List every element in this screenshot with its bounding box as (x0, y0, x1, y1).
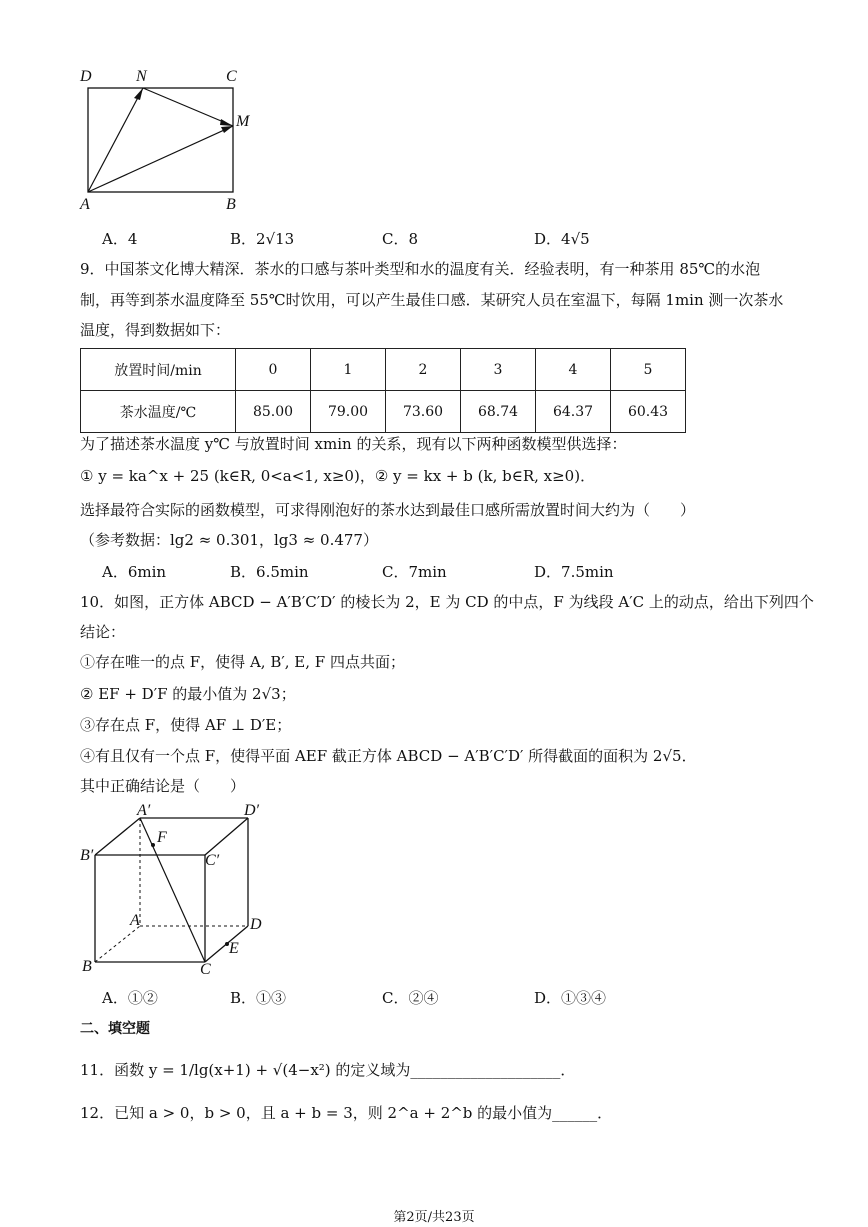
q9-line-2: 制，再等到茶水温度降至 55℃时饮用，可以产生最佳口感．某研究人员在室温下，每隔 1min 测一次茶水 (80, 291, 784, 309)
q8-option-c: C．8 (382, 230, 419, 248)
cube-label-b-prime: B′ (80, 847, 94, 864)
q9-line-1: 9．中国茶文化博大精深．茶水的口感与茶叶类型和水的温度有关．经验表明，有一种茶用 85℃的水泡 (80, 260, 761, 278)
table-cell: 0 (236, 349, 311, 391)
section-heading: 二、填空题 (80, 1021, 150, 1037)
table-cell: 64.37 (536, 391, 611, 433)
cube-label-d: D (250, 916, 262, 933)
figure-label-c: C (226, 68, 237, 85)
rectangle-vector-figure (70, 60, 270, 220)
q10-line-4: ② EF + D′F 的最小值为 2√3； (80, 685, 296, 703)
cube-label-e: E (229, 940, 239, 957)
table-cell: 60.43 (611, 391, 686, 433)
q12-line: 12．已知 a > 0，b > 0，且 a + b = 3，则 2^a + 2^b 的最小值为______． (80, 1104, 613, 1122)
table-cell: 4 (536, 349, 611, 391)
table-cell: 3 (461, 349, 536, 391)
q10-line-6: ④有且仅有一个点 F，使得平面 AEF 截正方体 ABCD − A′B′C′D′ 所得截面的面积为 2√5． (80, 747, 697, 765)
cube-label-d-prime: D′ (244, 802, 260, 819)
q9-option-d: D．7.5min (534, 563, 614, 581)
cube-label-f: F (157, 829, 167, 846)
q9-line-3: 温度，得到数据如下： (80, 321, 231, 339)
q10-line-7: 其中正确结论是（ ） (80, 777, 246, 795)
table-row (81, 391, 686, 433)
cube-label-c-prime: C′ (205, 852, 220, 869)
q10-option-d: D．①③④ (534, 989, 607, 1007)
table-row-label: 放置时间/min (81, 349, 236, 391)
q10-option-c: C．②④ (382, 989, 439, 1007)
q9-after-1: 为了描述茶水温度 y℃ 与放置时间 xmin 的关系，现有以下两种函数模型供选择： (80, 435, 627, 453)
table-cell: 1 (311, 349, 386, 391)
q10-option-b: B．①③ (230, 989, 287, 1007)
q8-option-b: B．2√13 (230, 230, 295, 248)
q10-option-a: A．①② (102, 989, 158, 1007)
table-cell: 79.00 (311, 391, 386, 433)
page-footer: 第2页/共23页 (393, 1210, 475, 1225)
q9-option-c: C．7min (382, 563, 447, 581)
table-row (81, 349, 686, 391)
q9-option-a: A．6min (102, 563, 167, 581)
table-cell: 73.60 (386, 391, 461, 433)
cube-label-a-prime: A′ (137, 802, 151, 819)
q8-option-d: D．4√5 (534, 230, 590, 248)
cube-label-b: B (82, 958, 92, 975)
figure-label-m: M (236, 113, 250, 130)
cube-label-c: C (200, 961, 211, 978)
table-row-label: 茶水温度/℃ (81, 391, 236, 433)
figure-label-b: B (226, 196, 236, 213)
q9-after-2: ① y = ka^x + 25 (k∈R, 0<a<1, x≥0)，② y = kx + b (k, b∈R, x≥0)． (80, 467, 596, 485)
q9-data-table (80, 348, 686, 433)
q10-line-3: ①存在唯一的点 F，使得 A, B′, E, F 四点共面； (80, 653, 405, 671)
q11-line: 11．函数 y = 1/lg(x+1) + √(4−x²) 的定义域为____________________． (80, 1061, 576, 1079)
q8-option-a: A．4 (102, 230, 138, 248)
q9-option-b: B．6.5min (230, 563, 309, 581)
figure-label-a: A (80, 196, 90, 213)
table-cell: 85.00 (236, 391, 311, 433)
q9-after-3: 选择最符合实际的函数模型，可求得刚泡好的茶水达到最佳口感所需放置时间大约为（ ） (80, 501, 696, 519)
table-cell: 68.74 (461, 391, 536, 433)
q10-line-1: 10．如图，正方体 ABCD − A′B′C′D′ 的棱长为 2，E 为 CD 的中点，F 为线段 A′C 上的动点，给出下列四个 (80, 593, 814, 611)
q9-after-4: （参考数据：lg2 ≈ 0.301，lg3 ≈ 0.477） (80, 531, 378, 549)
figure-label-n: N (136, 68, 147, 85)
q10-line-5: ③存在点 F，使得 AF ⊥ D′E； (80, 716, 292, 734)
figure-label-d: D (80, 68, 92, 85)
q10-line-2: 结论： (80, 623, 126, 641)
table-cell: 2 (386, 349, 461, 391)
table-cell: 5 (611, 349, 686, 391)
cube-figure (70, 800, 280, 990)
cube-label-a: A (130, 912, 140, 929)
